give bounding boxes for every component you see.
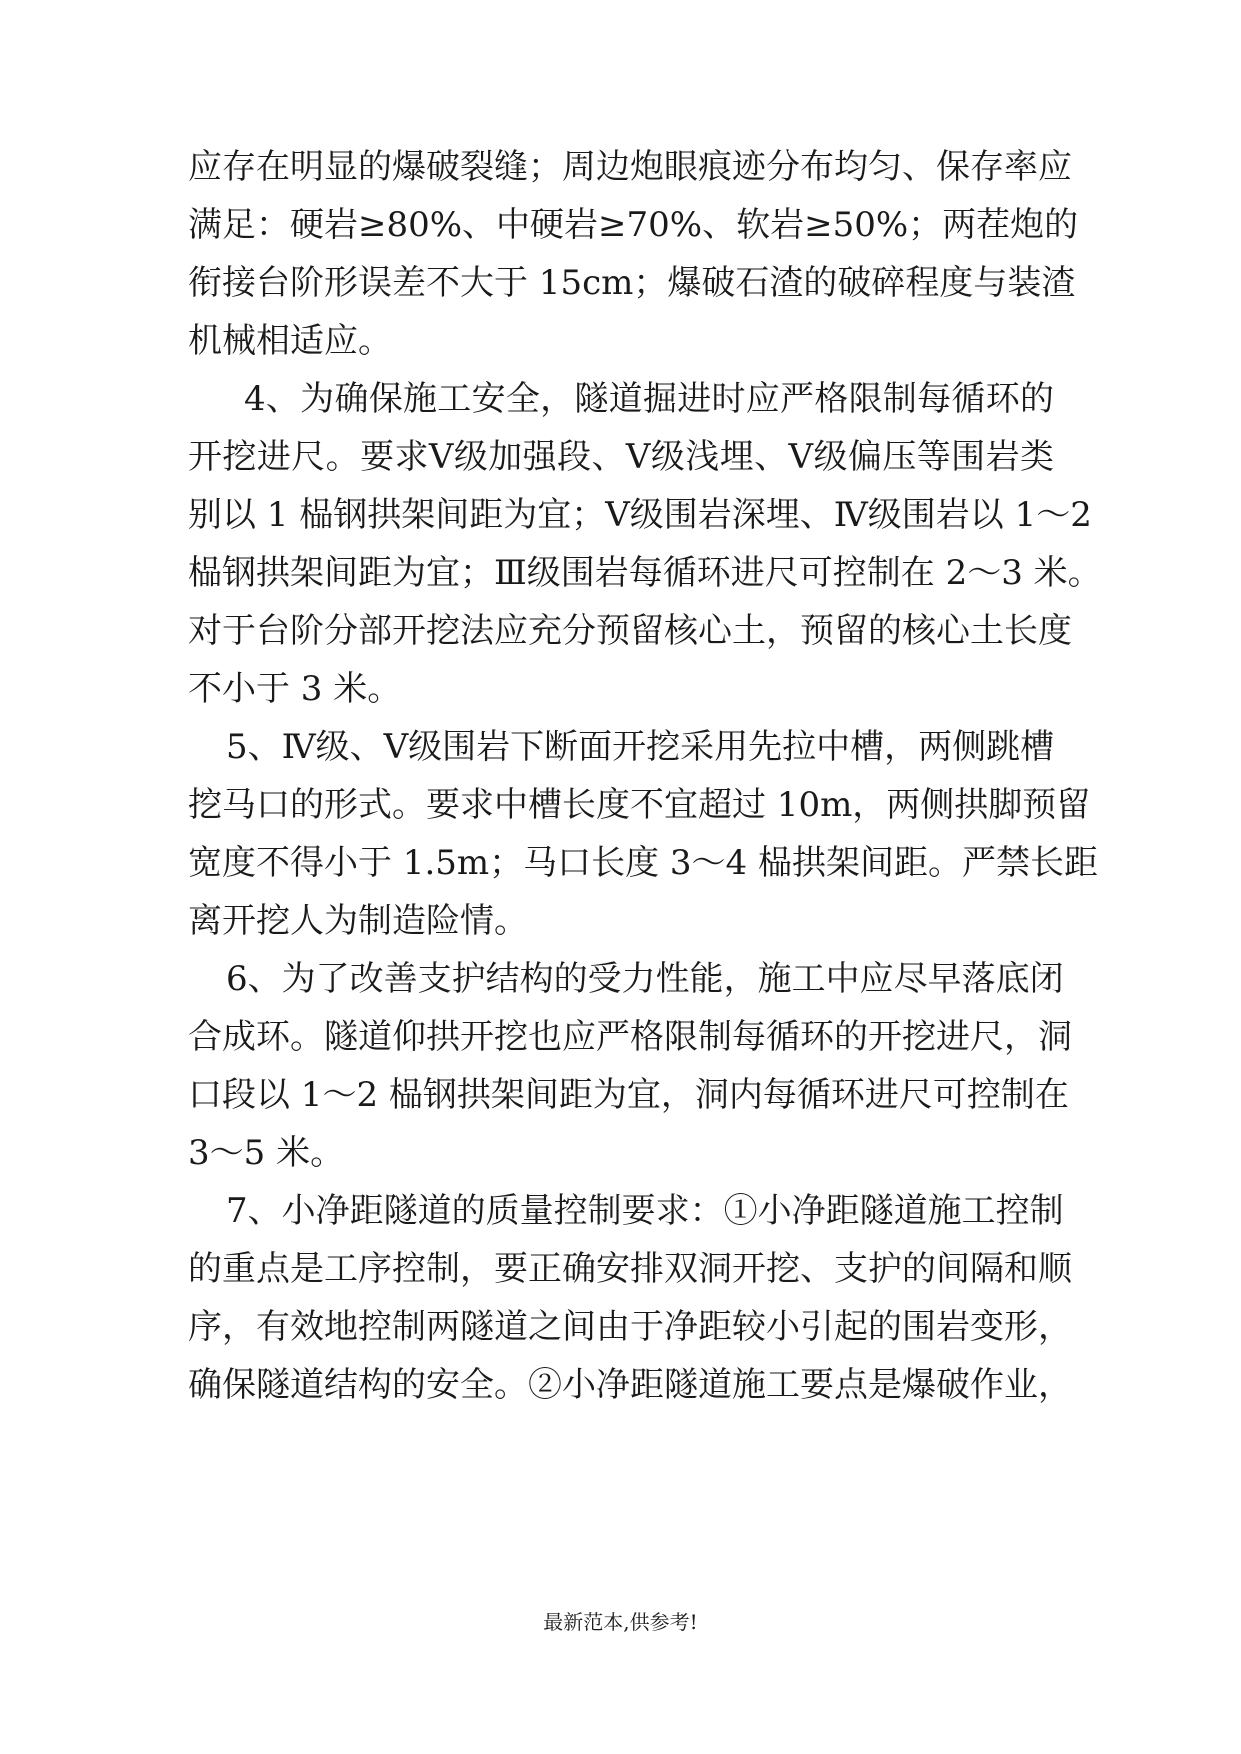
text-line: 3～5 米。 (188, 1133, 345, 1173)
text-line: 序，有效地控制两隧道之间由于净距较小引起的围岩变形， (188, 1307, 1072, 1347)
text-line: 挖马口的形式。要求中槽长度不宜超过 10m，两侧拱脚预留 (188, 785, 1091, 825)
page-footer: 最新范本,供参考! (543, 1610, 698, 1634)
paragraph-first-line: 7、小净距隧道的质量控制要求：①小净距隧道施工控制 (226, 1191, 1064, 1231)
text-line: 不小于 3 米。 (188, 669, 402, 709)
text-line: 对于台阶分部开挖法应充分预留核心土，预留的核心土长度 (188, 611, 1072, 651)
text-line: 宽度不得小于 1.5m；马口长度 3～4 榀拱架间距。严禁长距 (188, 843, 1098, 883)
text-line: 开挖进尺。要求Ⅴ级加强段、Ⅴ级浅埋、Ⅴ级偏压等围岩类 (188, 437, 1054, 477)
paragraph-first-line: 6、为了改善支护结构的受力性能，施工中应尽早落底闭 (226, 959, 1064, 999)
text-line: 衔接台阶形误差不大于 15cm；爆破石渣的破碎程度与装渣 (188, 263, 1076, 303)
text-line: 满足：硬岩≥80%、中硬岩≥70%、软岩≥50%；两茬炮的 (188, 205, 1079, 245)
text-line: 合成环。隧道仰拱开挖也应严格限制每循环的开挖进尺，洞 (188, 1017, 1072, 1057)
text-line: 机械相适应。 (188, 321, 392, 361)
text-line: 离开挖人为制造险情。 (188, 901, 528, 941)
paragraph-first-line: 4、为确保施工安全，隧道掘进时应严格限制每循环的 (244, 379, 1054, 419)
text-line: 确保隧道结构的安全。②小净距隧道施工要点是爆破作业， (188, 1365, 1072, 1405)
text-line: 榀钢拱架间距为宜；Ⅲ级围岩每循环进尺可控制在 2～3 米。 (188, 553, 1102, 593)
text-line: 应存在明显的爆破裂缝；周边炮眼痕迹分布均匀、保存率应 (188, 147, 1072, 187)
text-line: 的重点是工序控制，要正确安排双洞开挖、支护的间隔和顺 (188, 1249, 1072, 1289)
text-line: 别以 1 榀钢拱架间距为宜；Ⅴ级围岩深埋、Ⅳ级围岩以 1～2 (188, 495, 1092, 535)
text-line: 口段以 1～2 榀钢拱架间距为宜，洞内每循环进尺可控制在 (188, 1075, 1069, 1115)
paragraph-first-line: 5、Ⅳ级、Ⅴ级围岩下断面开挖采用先拉中槽，两侧跳槽 (226, 727, 1055, 767)
